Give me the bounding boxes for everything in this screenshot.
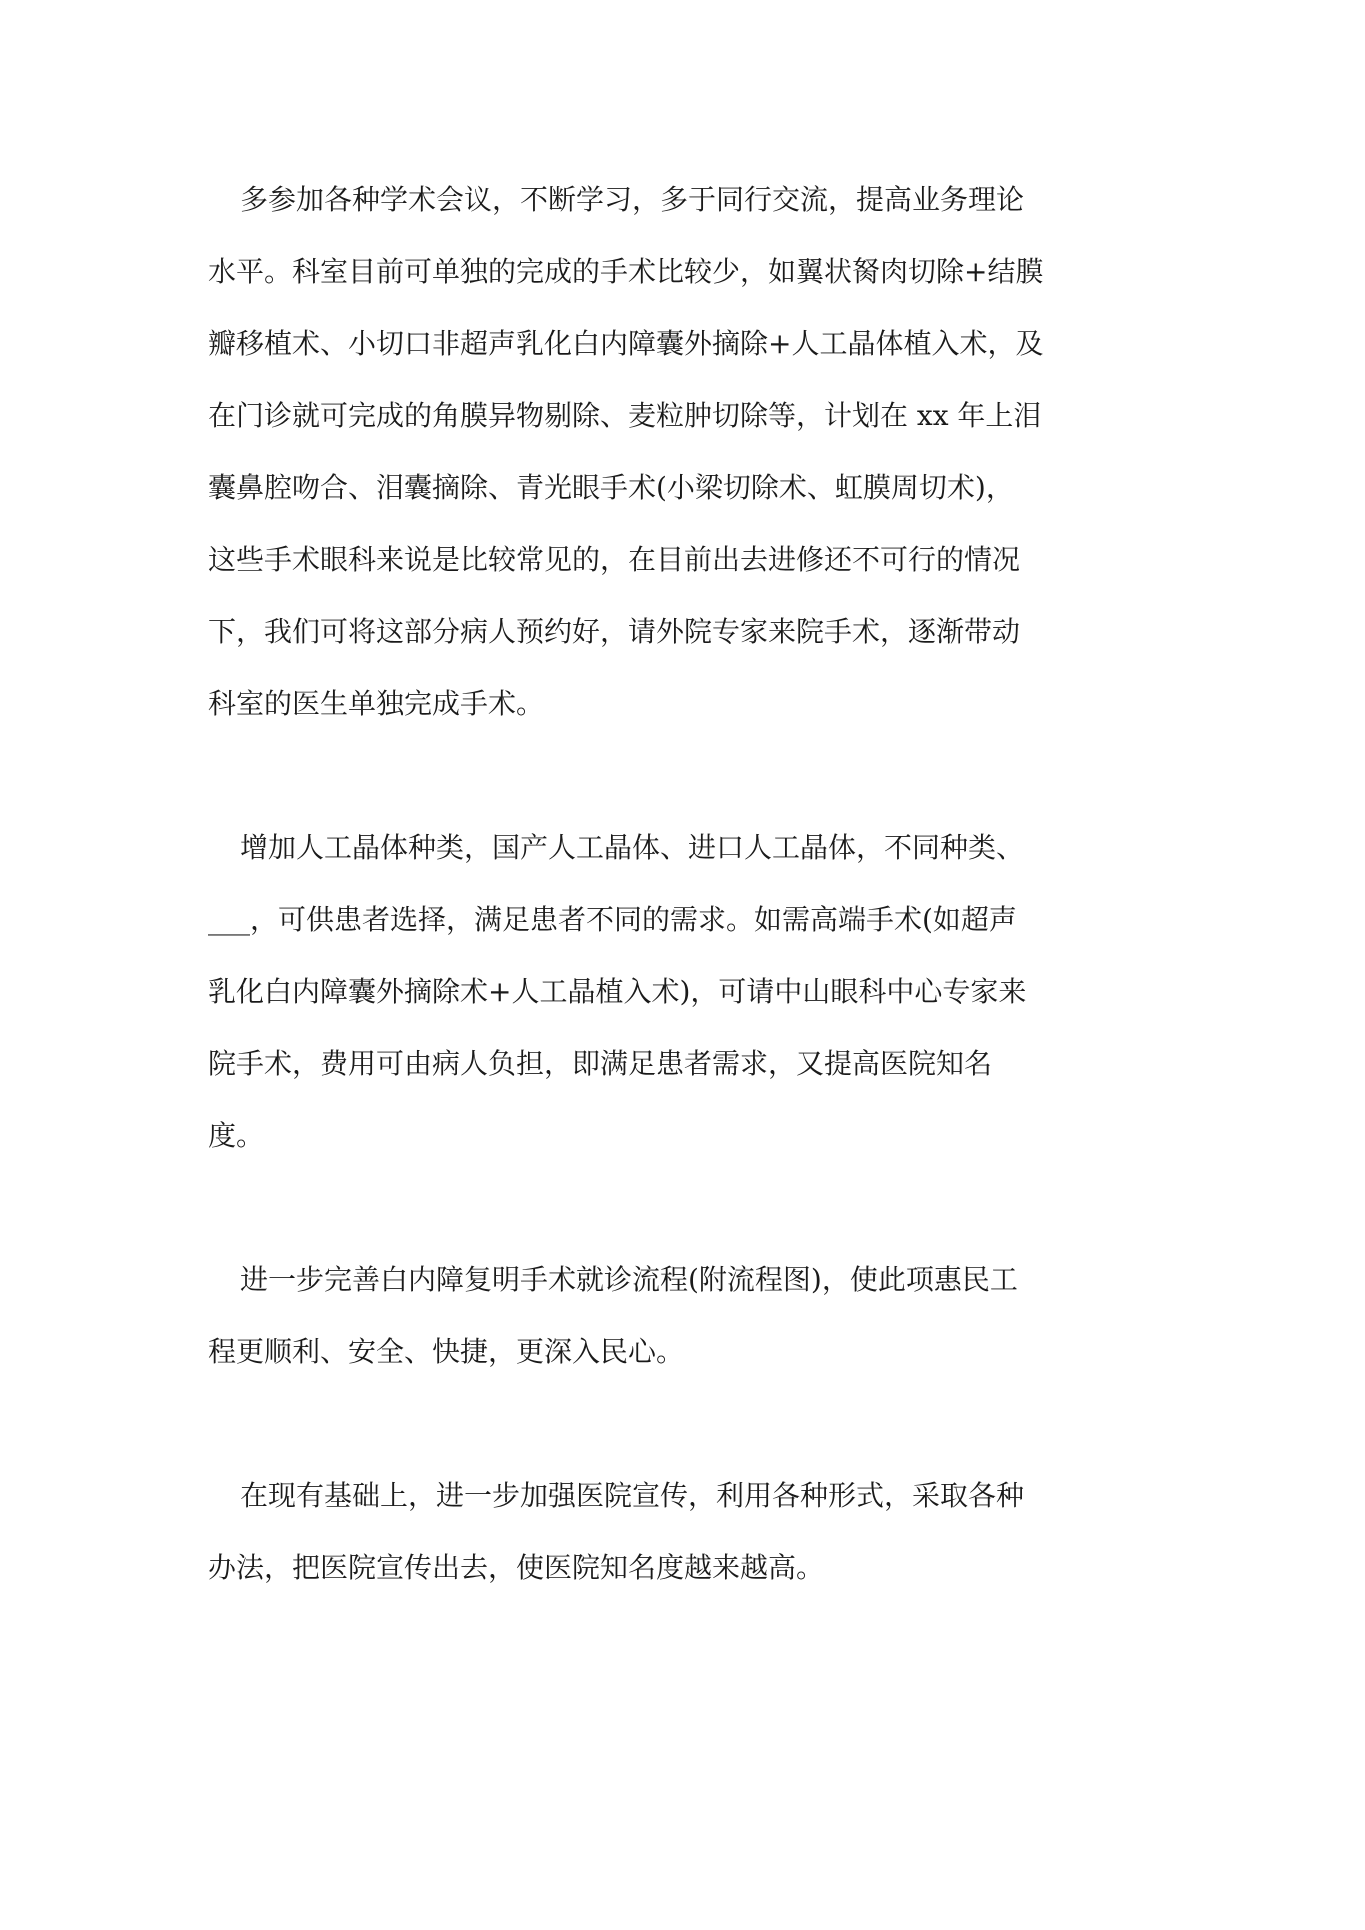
paragraph-line: 在门诊就可完成的角膜异物剔除、麦粒肿切除等，计划在 xx 年上泪 <box>208 399 1042 432</box>
paragraph-line: ___，可供患者选择，满足患者不同的需求。如需高端手术(如超声 <box>208 903 1017 936</box>
paragraph-line: 办法，把医院宣传出去，使医院知名度越来越高。 <box>208 1551 825 1584</box>
paragraph-line: 院手术，费用可由病人负担，即满足患者需求，又提高医院知名 <box>208 1047 993 1080</box>
paragraph-line: 下，我们可将这部分病人预约好，请外院专家来院手术，逐渐带动 <box>208 615 1021 648</box>
paragraph-line: 这些手术眼科来说是比较常见的，在目前出去进修还不可行的情况 <box>208 543 1021 576</box>
paragraph-line: 多参加各种学术会议，不断学习，多于同行交流，提高业务理论 <box>240 183 1025 216</box>
paragraph-line: 进一步完善白内障复明手术就诊流程(附流程图)，使此项惠民工 <box>240 1263 1018 1296</box>
paragraph-line: 增加人工晶体种类，国产人工晶体、进口人工晶体，不同种类、 <box>240 831 1025 864</box>
paragraph-line: 水平。科室目前可单独的完成的手术比较少，如翼状胬肉切除+结膜 <box>208 255 1044 288</box>
paragraph-line: 囊鼻腔吻合、泪囊摘除、青光眼手术(小梁切除术、虹膜周切术)， <box>208 471 1014 504</box>
paragraph-line: 度。 <box>208 1119 265 1152</box>
paragraph-line: 瓣移植术、小切口非超声乳化白内障囊外摘除+人工晶体植入术，及 <box>208 327 1044 360</box>
paragraph-line: 乳化白内障囊外摘除术+人工晶植入术)，可请中山眼科中心专家来 <box>208 975 1027 1008</box>
paragraph-line: 科室的医生单独完成手术。 <box>208 687 545 720</box>
paragraph-line: 在现有基础上，进一步加强医院宣传，利用各种形式，采取各种 <box>240 1479 1025 1512</box>
paragraph-line: 程更顺利、安全、快捷，更深入民心。 <box>208 1335 685 1368</box>
